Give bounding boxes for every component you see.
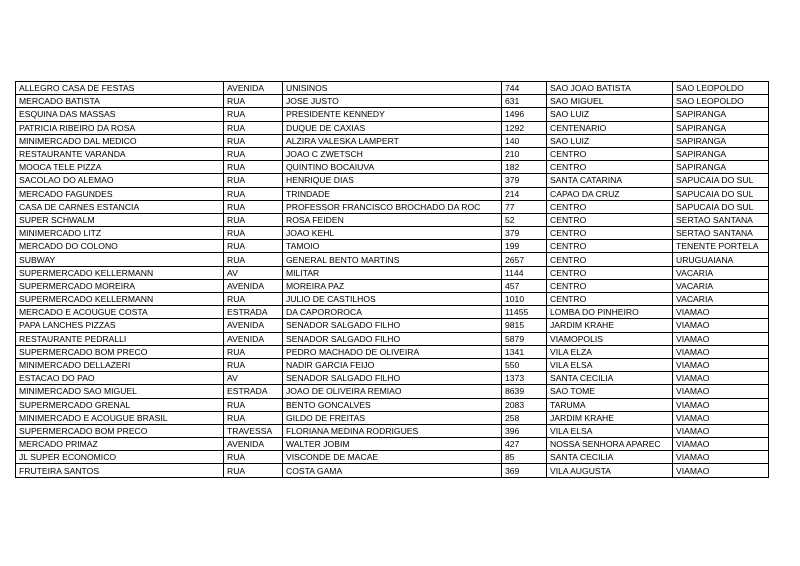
establishment-name-cell: SUPERMERCADO MOREIRA (16, 279, 224, 292)
neighborhood-cell: CAPAO DA CRUZ (547, 187, 673, 200)
street-name-cell: COSTA GAMA (283, 464, 502, 477)
street-name-cell: PEDRO MACHADO DE OLIVEIRA (283, 345, 502, 358)
neighborhood-cell: VILA ELZA (547, 345, 673, 358)
establishment-name-cell: SUPERMERCADO GRENAL (16, 398, 224, 411)
street-type-cell: RUA (224, 95, 283, 108)
neighborhood-cell: CENTRO (547, 161, 673, 174)
street-name-cell: MOREIRA PAZ (283, 279, 502, 292)
street-name-cell: PRESIDENTE KENNEDY (283, 108, 502, 121)
table-row (16, 82, 769, 95)
city-cell: SAPIRANGA (673, 134, 769, 147)
street-name-cell: JULIO DE CASTILHOS (283, 293, 502, 306)
city-cell: VIAMAO (673, 385, 769, 398)
city-cell: SAPUCAIA DO SUL (673, 174, 769, 187)
street-number-cell: 427 (502, 438, 547, 451)
street-name-cell: BENTO GONCALVES (283, 398, 502, 411)
neighborhood-cell: CENTENARIO (547, 121, 673, 134)
city-cell: VIAMAO (673, 451, 769, 464)
street-type-cell: RUA (224, 345, 283, 358)
establishment-name-cell: SUPERMERCADO BOM PRECO (16, 424, 224, 437)
city-cell: SAPIRANGA (673, 147, 769, 160)
establishment-name-cell: SUPERMERCADO KELLERMANN (16, 293, 224, 306)
city-cell: SAO LEOPOLDO (673, 95, 769, 108)
city-cell: SAPUCAIA DO SUL (673, 187, 769, 200)
street-number-cell: 1292 (502, 121, 547, 134)
table-row (16, 438, 769, 451)
street-type-cell: RUA (224, 464, 283, 477)
street-type-cell: RUA (224, 227, 283, 240)
street-type-cell: ESTRADA (224, 306, 283, 319)
street-type-cell: AVENIDA (224, 332, 283, 345)
table-row (16, 279, 769, 292)
establishment-name-cell: PAPA LANCHES PIZZAS (16, 319, 224, 332)
street-number-cell: 369 (502, 464, 547, 477)
city-cell: VACARIA (673, 293, 769, 306)
neighborhood-cell: SAO LUIZ (547, 134, 673, 147)
street-number-cell: 1373 (502, 372, 547, 385)
street-type-cell: AVENIDA (224, 438, 283, 451)
establishment-name-cell: SUPERMERCADO KELLERMANN (16, 266, 224, 279)
table-row (16, 147, 769, 160)
street-number-cell: 8639 (502, 385, 547, 398)
street-number-cell: 396 (502, 424, 547, 437)
establishment-name-cell: ESTACAO DO PAO (16, 372, 224, 385)
street-name-cell: FLORIANA MEDINA RODRIGUES (283, 424, 502, 437)
neighborhood-cell: CENTRO (547, 293, 673, 306)
street-type-cell: RUA (224, 200, 283, 213)
table-row (16, 266, 769, 279)
table-row (16, 319, 769, 332)
neighborhood-cell: VILA ELSA (547, 358, 673, 371)
city-cell: VIAMAO (673, 398, 769, 411)
establishment-name-cell: MERCADO FAGUNDES (16, 187, 224, 200)
street-name-cell: SENADOR SALGADO FILHO (283, 372, 502, 385)
street-number-cell: 214 (502, 187, 547, 200)
street-type-cell: RUA (224, 108, 283, 121)
table-row (16, 464, 769, 477)
city-cell: SERTAO SANTANA (673, 213, 769, 226)
table-row (16, 358, 769, 371)
neighborhood-cell: SANTA CECILIA (547, 372, 673, 385)
city-cell: VIAMAO (673, 319, 769, 332)
neighborhood-cell: VILA AUGUSTA (547, 464, 673, 477)
street-name-cell: SENADOR SALGADO FILHO (283, 319, 502, 332)
neighborhood-cell: CENTRO (547, 240, 673, 253)
neighborhood-cell: SANTA CATARINA (547, 174, 673, 187)
street-type-cell: AVENIDA (224, 319, 283, 332)
address-table-body (16, 82, 769, 478)
street-type-cell: TRAVESSA (224, 424, 283, 437)
table-row (16, 187, 769, 200)
street-type-cell: RUA (224, 147, 283, 160)
city-cell: VACARIA (673, 279, 769, 292)
neighborhood-cell: CENTRO (547, 147, 673, 160)
table-row (16, 306, 769, 319)
city-cell: VIAMAO (673, 332, 769, 345)
table-row (16, 253, 769, 266)
address-table (15, 81, 769, 478)
street-name-cell: TRINDADE (283, 187, 502, 200)
neighborhood-cell: NOSSA SENHORA APAREC (547, 438, 673, 451)
neighborhood-cell: SANTA CECILIA (547, 451, 673, 464)
establishment-name-cell: MERCADO DO COLONO (16, 240, 224, 253)
establishment-name-cell: MERCADO BATISTA (16, 95, 224, 108)
street-number-cell: 1496 (502, 108, 547, 121)
street-name-cell: HENRIQUE DIAS (283, 174, 502, 187)
neighborhood-cell: JARDIM KRAHE (547, 319, 673, 332)
street-name-cell: TAMOIO (283, 240, 502, 253)
establishment-name-cell: MERCADO E ACOUGUE COSTA (16, 306, 224, 319)
establishment-name-cell: MERCADO PRIMAZ (16, 438, 224, 451)
street-number-cell: 631 (502, 95, 547, 108)
establishment-name-cell: MINIMERCADO DAL MEDICO (16, 134, 224, 147)
city-cell: VIAMAO (673, 438, 769, 451)
street-name-cell: JOAO DE OLIVEIRA REMIAO (283, 385, 502, 398)
city-cell: SAO LEOPOLDO (673, 82, 769, 95)
establishment-name-cell: SUPERMERCADO BOM PRECO (16, 345, 224, 358)
street-type-cell: ESTRADA (224, 385, 283, 398)
table-row (16, 227, 769, 240)
neighborhood-cell: JARDIM KRAHE (547, 411, 673, 424)
street-type-cell: RUA (224, 174, 283, 187)
street-name-cell: UNISINOS (283, 82, 502, 95)
street-number-cell: 457 (502, 279, 547, 292)
street-number-cell: 182 (502, 161, 547, 174)
city-cell: SAPUCAIA DO SUL (673, 200, 769, 213)
city-cell: VIAMAO (673, 424, 769, 437)
table-row (16, 385, 769, 398)
street-name-cell: DA CAPOROROCA (283, 306, 502, 319)
city-cell: TENENTE PORTELA (673, 240, 769, 253)
street-name-cell: GENERAL BENTO MARTINS (283, 253, 502, 266)
street-number-cell: 1144 (502, 266, 547, 279)
table-row (16, 293, 769, 306)
street-name-cell: JOAO KEHL (283, 227, 502, 240)
establishment-name-cell: JL SUPER ECONOMICO (16, 451, 224, 464)
street-type-cell: RUA (224, 161, 283, 174)
city-cell: VACARIA (673, 266, 769, 279)
establishment-name-cell: MINIMERCADO E ACOUGUE BRASIL (16, 411, 224, 424)
street-number-cell: 5879 (502, 332, 547, 345)
establishment-name-cell: RESTAURANTE VARANDA (16, 147, 224, 160)
street-type-cell: RUA (224, 293, 283, 306)
establishment-name-cell: SUPER SCHWALM (16, 213, 224, 226)
establishment-name-cell: CASA DE CARNES ESTANCIA (16, 200, 224, 213)
city-cell: VIAMAO (673, 345, 769, 358)
street-type-cell: AVENIDA (224, 279, 283, 292)
table-row (16, 398, 769, 411)
street-name-cell: WALTER JOBIM (283, 438, 502, 451)
street-name-cell: VISCONDE DE MACAE (283, 451, 502, 464)
street-number-cell: 52 (502, 213, 547, 226)
street-name-cell: ROSA FEIDEN (283, 213, 502, 226)
street-name-cell: MILITAR (283, 266, 502, 279)
table-row (16, 332, 769, 345)
neighborhood-cell: CENTRO (547, 213, 673, 226)
street-type-cell: RUA (224, 213, 283, 226)
table-row (16, 161, 769, 174)
table-row (16, 411, 769, 424)
street-number-cell: 140 (502, 134, 547, 147)
establishment-name-cell: ESQUINA DAS MASSAS (16, 108, 224, 121)
street-type-cell: RUA (224, 121, 283, 134)
table-row (16, 95, 769, 108)
neighborhood-cell: SAO MIGUEL (547, 95, 673, 108)
neighborhood-cell: CENTRO (547, 266, 673, 279)
table-row (16, 121, 769, 134)
city-cell: VIAMAO (673, 372, 769, 385)
street-number-cell: 2083 (502, 398, 547, 411)
street-type-cell: RUA (224, 134, 283, 147)
city-cell: VIAMAO (673, 358, 769, 371)
neighborhood-cell: VIAMOPOLIS (547, 332, 673, 345)
street-type-cell: RUA (224, 253, 283, 266)
neighborhood-cell: CENTRO (547, 200, 673, 213)
neighborhood-cell: TARUMA (547, 398, 673, 411)
table-row (16, 134, 769, 147)
street-number-cell: 379 (502, 227, 547, 240)
street-type-cell: RUA (224, 358, 283, 371)
street-name-cell: NADIR GARCIA FEIJO (283, 358, 502, 371)
street-number-cell: 258 (502, 411, 547, 424)
street-type-cell: RUA (224, 398, 283, 411)
neighborhood-cell: CENTRO (547, 253, 673, 266)
establishment-name-cell: MOOCA TELE PIZZA (16, 161, 224, 174)
city-cell: SERTAO SANTANA (673, 227, 769, 240)
establishment-name-cell: FRUTEIRA SANTOS (16, 464, 224, 477)
street-number-cell: 2657 (502, 253, 547, 266)
street-number-cell: 85 (502, 451, 547, 464)
street-name-cell: DUQUE DE CAXIAS (283, 121, 502, 134)
street-type-cell: AV (224, 266, 283, 279)
table-row (16, 451, 769, 464)
establishment-name-cell: RESTAURANTE PEDRALLI (16, 332, 224, 345)
neighborhood-cell: LOMBA DO PINHEIRO (547, 306, 673, 319)
neighborhood-cell: VILA ELSA (547, 424, 673, 437)
street-number-cell: 199 (502, 240, 547, 253)
neighborhood-cell: SAO LUIZ (547, 108, 673, 121)
table-row (16, 240, 769, 253)
street-type-cell: AVENIDA (224, 82, 283, 95)
neighborhood-cell: SAO TOME (547, 385, 673, 398)
city-cell: SAPIRANGA (673, 108, 769, 121)
street-number-cell: 744 (502, 82, 547, 95)
street-type-cell: AV (224, 372, 283, 385)
table-row (16, 424, 769, 437)
table-row (16, 174, 769, 187)
street-name-cell: GILDO DE FREITAS (283, 411, 502, 424)
street-type-cell: RUA (224, 411, 283, 424)
street-number-cell: 9815 (502, 319, 547, 332)
street-name-cell: ALZIRA VALESKA LAMPERT (283, 134, 502, 147)
street-name-cell: QUINTINO BOCAIUVA (283, 161, 502, 174)
city-cell: VIAMAO (673, 411, 769, 424)
establishment-name-cell: PATRICIA RIBEIRO DA ROSA (16, 121, 224, 134)
street-name-cell: SENADOR SALGADO FILHO (283, 332, 502, 345)
establishment-name-cell: MINIMERCADO DELLAZERI (16, 358, 224, 371)
table-row (16, 372, 769, 385)
street-number-cell: 1010 (502, 293, 547, 306)
neighborhood-cell: CENTRO (547, 227, 673, 240)
street-name-cell: PROFESSOR FRANCISCO BROCHADO DA ROC (283, 200, 502, 213)
street-number-cell: 550 (502, 358, 547, 371)
table-row (16, 200, 769, 213)
neighborhood-cell: CENTRO (547, 279, 673, 292)
establishment-name-cell: ALLEGRO CASA DE FESTAS (16, 82, 224, 95)
street-number-cell: 210 (502, 147, 547, 160)
table-row (16, 108, 769, 121)
street-number-cell: 11455 (502, 306, 547, 319)
establishment-name-cell: SUBWAY (16, 253, 224, 266)
establishment-name-cell: MINIMERCADO SAO MIGUEL (16, 385, 224, 398)
street-number-cell: 1341 (502, 345, 547, 358)
street-name-cell: JOAO C ZWETSCH (283, 147, 502, 160)
city-cell: SAPIRANGA (673, 161, 769, 174)
street-number-cell: 379 (502, 174, 547, 187)
street-type-cell: RUA (224, 240, 283, 253)
table-row (16, 213, 769, 226)
city-cell: VIAMAO (673, 306, 769, 319)
table-row (16, 345, 769, 358)
neighborhood-cell: SAO JOAO BATISTA (547, 82, 673, 95)
street-name-cell: JOSE JUSTO (283, 95, 502, 108)
street-number-cell: 77 (502, 200, 547, 213)
street-type-cell: RUA (224, 187, 283, 200)
establishment-name-cell: MINIMERCADO LITZ (16, 227, 224, 240)
street-type-cell: RUA (224, 451, 283, 464)
city-cell: VIAMAO (673, 464, 769, 477)
city-cell: URUGUAIANA (673, 253, 769, 266)
establishment-name-cell: SACOLAO DO ALEMAO (16, 174, 224, 187)
city-cell: SAPIRANGA (673, 121, 769, 134)
